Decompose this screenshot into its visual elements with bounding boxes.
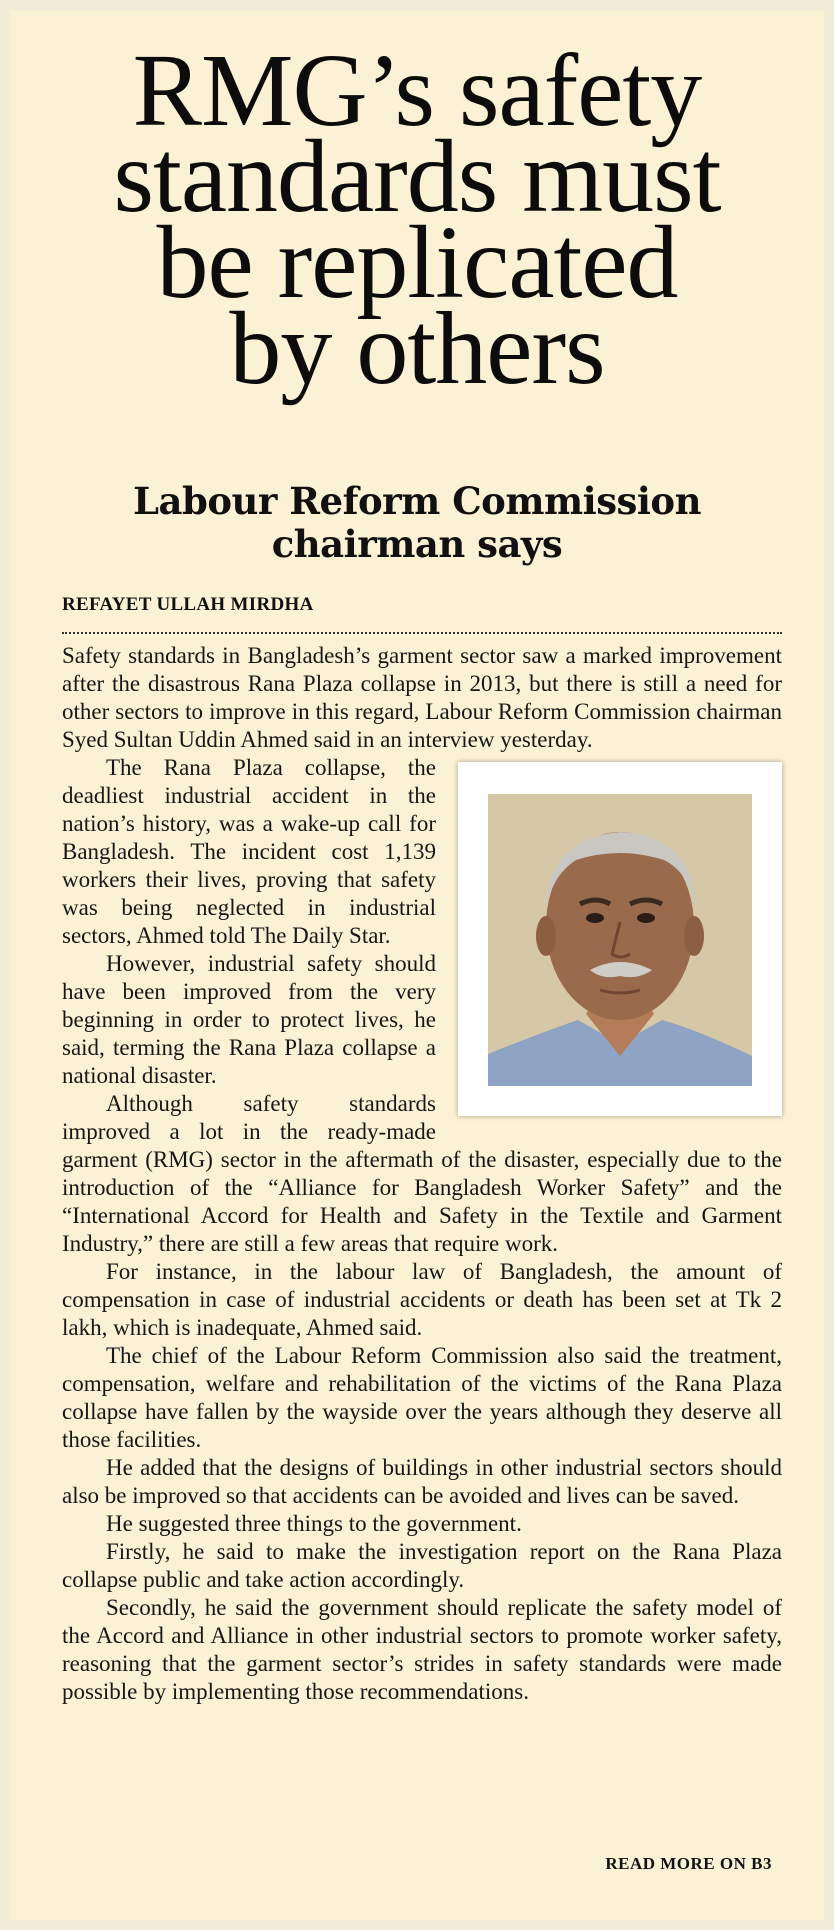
- article-paragraph: Safety standards in Bangladesh’s garment sector saw a marked improvement after the disastrous Rana Plaza collapse in 2013, but there is still a need for other sectors to improve in this regard, Labour Reform Commission chairman Syed Sultan Uddin Ahmed said in an interview yesterday.: [62, 643, 782, 752]
- article-paragraph: The Rana Plaza collapse, the deadliest industrial accident in the nation’s history, was a wake-up call for Bangladesh. The incident cost 1,139 workers their lives, proving that safety was being neglected in industrial sectors, Ahmed told The Daily Star.: [62, 755, 436, 948]
- article-paragraph: However, industrial safety should have been improved from the very beginning in order to protect lives, he said, terming the Rana Plaza collapse a national disaster.: [62, 951, 436, 1088]
- article-paragraph: Although safety standards improved a lot in the ready-made garment (RMG) sector in the aftermath of the disaster, especially due to the introduction of the “Alliance for Bangladesh Worker Safety” and the “International Accord for Health and Safety in the Textile and Garment Industry,” there are still a few areas that require work.: [62, 1091, 782, 1256]
- article-paragraph: Secondly, he said the government should replicate the safety model of the Accord and Alliance in other industrial sectors to promote worker safety, reasoning that the garment sector’s strides in safety standards were made possible by implementing those recommendations.: [62, 1595, 782, 1704]
- portrait-photo-frame: [458, 762, 782, 1116]
- headline-line: be replicated: [156, 205, 678, 320]
- article-body: [62, 642, 782, 1706]
- dotted-divider: [62, 632, 782, 634]
- subheadline-line: Labour Reform Commission: [132, 479, 701, 523]
- subheadline: [10, 480, 824, 566]
- headline-line: standards must: [113, 119, 721, 234]
- article-paragraph: The chief of the Labour Reform Commission also said the treatment, compensation, welfare and rehabilitation of the victims of the Rana Plaza collapse have fallen by the wayside over the years although they deserve all those facilities.: [62, 1343, 782, 1452]
- article-paragraph: He added that the designs of buildings in other industrial sectors should also be improved so that accidents can be avoided and lives can be saved.: [62, 1455, 782, 1508]
- byline: REFAYET ULLAH MIRDHA: [62, 594, 314, 615]
- headline-line: RMG’s safety: [132, 33, 702, 148]
- article-paragraph: For instance, in the labour law of Bangladesh, the amount of compensation in case of industrial accidents or death has been set at Tk 2 lakh, which is inadequate, Ahmed said.: [62, 1259, 782, 1340]
- portrait-illustration: [488, 794, 752, 1086]
- read-more-link[interactable]: READ MORE ON B3: [605, 1854, 772, 1873]
- article-paragraph: He suggested three things to the government.: [106, 1511, 522, 1536]
- article-paragraph: Firstly, he said to make the investigation report on the Rana Plaza collapse public and take action accordingly.: [62, 1539, 782, 1592]
- headline: [10, 33, 824, 406]
- portrait-photo: [488, 794, 752, 1086]
- headline-line: by others: [229, 291, 605, 406]
- newspaper-clipping: [10, 10, 824, 1920]
- subheadline-line: chairman says: [271, 522, 563, 566]
